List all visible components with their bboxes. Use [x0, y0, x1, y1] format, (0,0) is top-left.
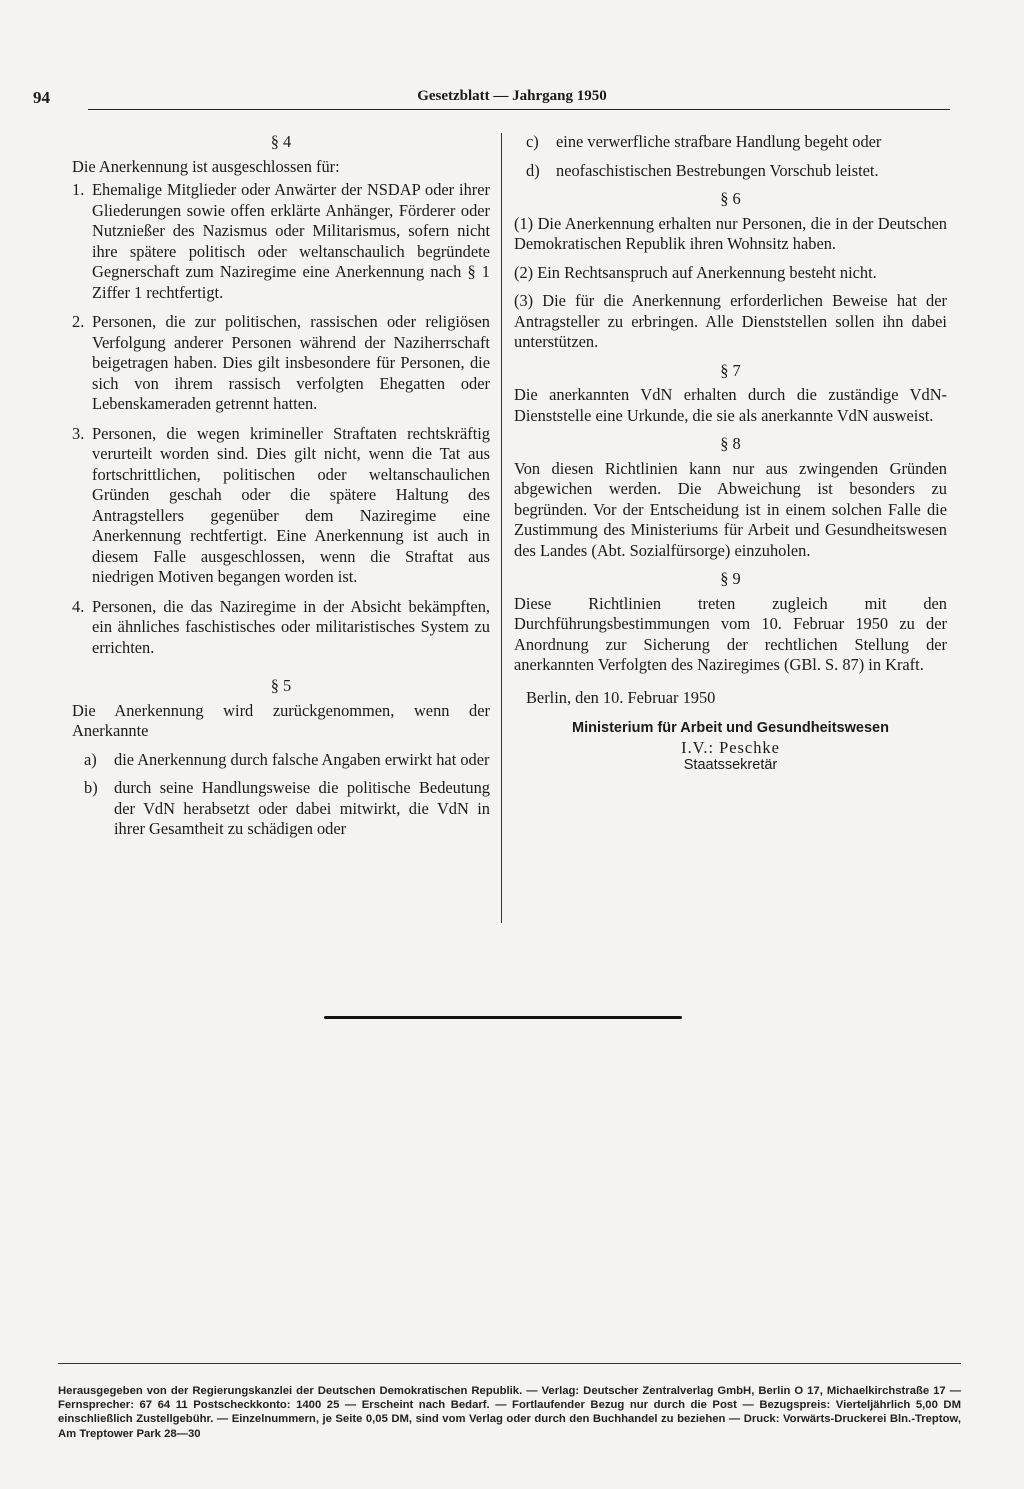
item-text: die Anerkennung durch falsche Angaben erwirkt hat oder — [114, 749, 490, 769]
list-item — [72, 778, 490, 840]
section-heading-4: § 4 — [270, 132, 292, 151]
section-heading-8: § 8 — [720, 434, 741, 453]
item-letter: d) — [526, 160, 540, 180]
publisher-imprint: Herausgegeben von der Regierungskanzlei der Deutschen Demokratischen Republik. — Verlag: Deutscher Zentralverlag GmbH, Berlin O 17, Michaelkirchstraße 17 — Fernsprecher: 67 64 11 Postscheckkonto: 1400 25 — Erscheint nach Bedarf. — Fortlaufender Bezug nur durch die Post — Bezugspreis: Vierteljährlich 5,00 DM einschließlich Zustellgebühr. — Einzelnummern, je Seite 0,05 DM, sind vom Verlag oder durch den Buchhandel zu beziehen — Druck: Vorwärts-Druckerei Bln.-Treptow, Am Treptower Park 28—30 — [58, 1385, 961, 1440]
list-item — [72, 750, 490, 771]
item-number: 1. — [72, 180, 85, 199]
right-column — [514, 132, 947, 773]
list-item — [514, 161, 947, 182]
item-text: neofaschistischen Bestrebungen Vorschub leistet. — [556, 160, 879, 180]
left-column — [72, 132, 490, 848]
list-item — [72, 312, 490, 415]
column-divider — [501, 133, 502, 923]
section-heading-7: § 7 — [720, 360, 741, 380]
paragraph: (1) Die Anerkennung erhalten nur Personen, die in der Deutschen Demokratischen Republik ihren Wohnsitz haben. — [514, 213, 947, 253]
item-text: Personen, die zur politischen, rassischen oder religiösen Verfolgung anderer Personen während der Naziherrschaft beigetragen haben. Dies gilt insbesondere für Personen, die sich von ihrem rassisch verfolgten Ehegatten oder Lebenskameraden getrennt hatten. — [92, 312, 490, 413]
paragraph: Die anerkannten VdN erhalten durch die zuständige VdN-Dienststelle eine Urkunde, die sie als anerkannte VdN ausweist. — [514, 385, 947, 425]
header-rule — [88, 109, 950, 110]
item-text: Ehemalige Mitglieder oder Anwärter der NSDAP oder ihrer Gliederungen sowie offen erklärte Anhänger, Förderer oder Nutznießer des Nazismus oder Militarismus, sofern nicht ihre spätere politisch oder weltanschaulich begründete Gegnerschaft zum Naziregime eine Anerkennung nach § 1 Ziffer 1 rechtfertigt. — [92, 180, 490, 302]
item-letter: a) — [84, 749, 97, 769]
item-text: eine verwerfliche strafbare Handlung begeht oder — [556, 132, 882, 151]
list-item — [72, 180, 490, 303]
signatory-title: Staatssekretär — [683, 756, 778, 773]
paragraph: Diese Richtlinien treten zugleich mit den Durchführungsbestimmungen vom 10. Februar 1950 zu der Anordnung zur Sicherung der rechtlichen Stellung der anerkannten Verfolgten des Naziregimes (GBl. S. 87) in Kraft. — [514, 593, 947, 674]
list-item — [72, 424, 490, 588]
signatory: I.V.: Peschke — [681, 737, 780, 757]
item-text: Personen, die das Naziregime in der Absicht bekämpften, ein ähnliches faschistisches oder militaristisches System zu errichten. — [92, 596, 490, 657]
item-letter: c) — [526, 132, 539, 151]
item-letter: b) — [84, 778, 98, 797]
item-text: Personen, die wegen krimineller Straftaten rechtskräftig verurteilt worden sind. Dies gilt nicht, wenn die Tat aus fortschrittlichen, politischen oder weltanschaulichen Gründen geschah oder die spätere Haltung des Antragstellers gegenüber dem Naziregime eine Anerkennung rechtfertigt. Eine Anerkennung ist auch in diesem Falle ausgeschlossen, wenn die Straftat aus niedrigen Motiven begangen worden ist. — [92, 423, 490, 586]
section-heading-5: § 5 — [270, 676, 292, 695]
section-heading-9: § 9 — [720, 569, 741, 588]
item-number: 2. — [72, 312, 85, 331]
item-number: 3. — [72, 423, 85, 443]
section-5-intro: Die Anerkennung wird zurückgenommen, wenn der Anerkannte — [72, 700, 490, 740]
section-heading-6: § 6 — [720, 189, 741, 208]
item-text: durch seine Handlungsweise die politische Bedeutung der VdN herabsetzt oder dabei mitwirkt, die VdN in ihrer Gesamtheit zu schädigen oder — [114, 778, 490, 838]
list-item — [514, 132, 947, 153]
footer-rule — [58, 1363, 961, 1364]
item-number: 4. — [72, 596, 85, 616]
closing-rule — [324, 1016, 682, 1019]
running-title: Gesetzblatt — Jahrgang 1950 — [417, 88, 607, 104]
paragraph: (3) Die für die Anerkennung erforderlichen Beweise hat der Antragsteller zu erbringen. Alle Dienststellen sollen ihn dabei unterstützen. — [514, 291, 947, 351]
paragraph: (2) Ein Rechtsanspruch auf Anerkennung besteht nicht. — [514, 262, 877, 282]
list-item — [72, 597, 490, 659]
section-4-intro: Die Anerkennung ist ausgeschlossen für: — [72, 156, 340, 176]
issuing-ministry: Ministerium für Arbeit und Gesundheitswesen — [572, 720, 889, 736]
place-and-date: Berlin, den 10. Februar 1950 — [526, 687, 716, 707]
page-number: 94 — [33, 88, 50, 107]
paragraph: Von diesen Richtlinien kann nur aus zwingenden Gründen abgewichen werden. Die Abweichung ist besonders zu begründen. Vor der Entscheidung ist in einem solchen Falle die Zustimmung des Ministeriums für Arbeit und Gesundheitswesen des Landes (Abt. Sozialfürsorge) einzuholen. — [514, 458, 947, 560]
